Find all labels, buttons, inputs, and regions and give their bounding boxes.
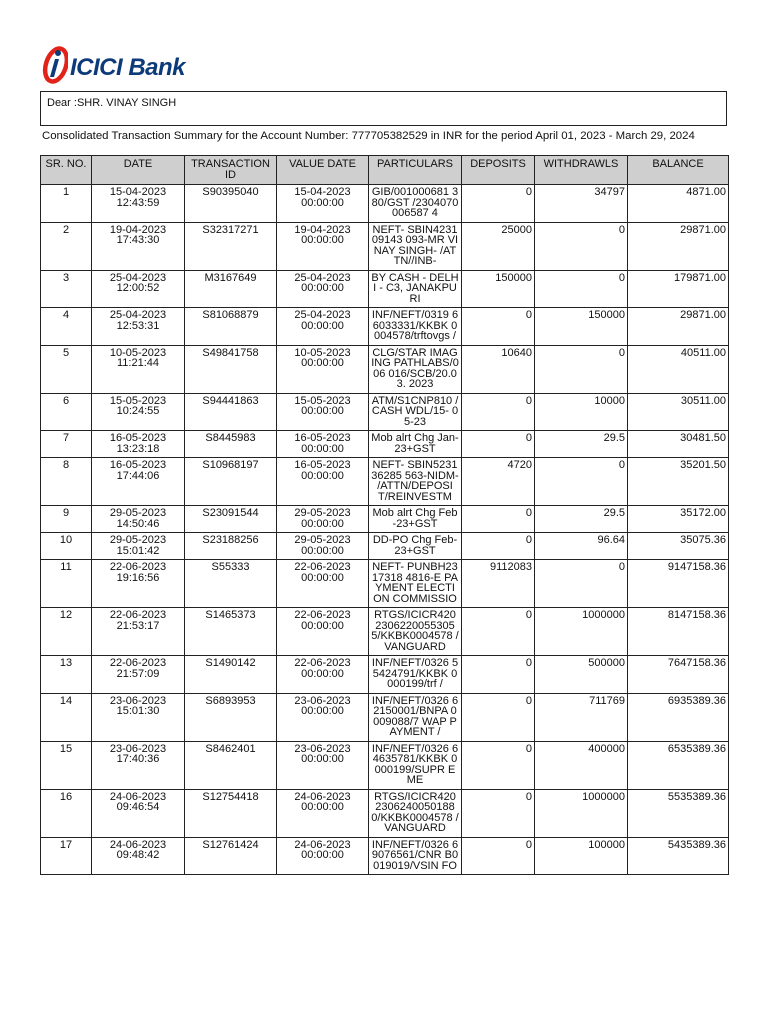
cell-particulars: NEFT- SBIN523136285 563-NIDM- /ATTN/DEPOSI T/REINVESTM	[369, 458, 462, 506]
cell-date-time: 17:43:30	[116, 234, 160, 246]
cell-value-date-time: 00:00:00	[301, 849, 344, 861]
cell-withdrawls: 0	[535, 222, 628, 270]
cell-date-time: 21:57:09	[116, 667, 160, 680]
cell-transaction-id: S1490142	[185, 656, 277, 694]
cell-value-date-day: 29-05-2023	[294, 534, 351, 546]
cell-withdrawls: 10000	[535, 393, 628, 431]
cell-value-date	[277, 837, 369, 875]
cell-withdrawls: 0	[535, 270, 628, 308]
cell-balance: 7647158.36	[628, 656, 729, 694]
cell-sr-no: 13	[41, 656, 92, 694]
cell-sr-no: 5	[41, 345, 92, 393]
cell-balance: 6535389.36	[628, 741, 729, 789]
cell-value-date-day: 25-04-2023	[294, 271, 351, 284]
cell-date	[92, 431, 185, 458]
table-row	[41, 608, 729, 656]
cell-date	[92, 693, 185, 741]
cell-particulars: CLG/STAR IMAGING PATHLABS/006 016/SCB/20.03. 2023	[369, 345, 462, 393]
cell-date-time: 09:48:42	[116, 849, 160, 861]
cell-date	[92, 506, 185, 533]
header-date: DATE	[92, 156, 185, 185]
cell-date-day: 10-05-2023	[109, 346, 167, 359]
cell-date-time: 14:50:46	[116, 517, 160, 530]
cell-date	[92, 608, 185, 656]
cell-particulars: INF/NEFT/0319 66033331/KKBK 0004578/trftovgs /	[369, 308, 462, 346]
cell-date-time: 12:00:52	[116, 282, 160, 294]
cell-value-date	[277, 270, 369, 308]
cell-deposits: 0	[462, 693, 535, 741]
cell-deposits: 0	[462, 837, 535, 875]
cell-date-day: 19-04-2023	[109, 223, 167, 236]
cell-withdrawls: 29.5	[535, 506, 628, 533]
cell-transaction-id: S6893953	[185, 693, 277, 741]
cell-deposits: 0	[462, 185, 535, 223]
cell-value-date	[277, 393, 369, 431]
header-deposits: DEPOSITS	[462, 156, 535, 185]
cell-withdrawls: 400000	[535, 741, 628, 789]
cell-balance: 30481.50	[628, 431, 729, 458]
header-balance: BALANCE	[628, 156, 729, 185]
transaction-table	[40, 155, 729, 875]
cell-deposits: 9112083	[462, 560, 535, 608]
table-row	[41, 560, 729, 608]
cell-sr-no: 7	[41, 431, 92, 458]
cell-transaction-id: S32317271	[185, 222, 277, 270]
cell-value-date-day: 25-04-2023	[294, 309, 351, 321]
cell-date-time: 17:44:06	[116, 469, 160, 482]
cell-transaction-id: S55333	[185, 560, 277, 608]
cell-deposits: 0	[462, 506, 535, 533]
cell-date-time: 15:01:42	[116, 544, 160, 557]
cell-date	[92, 308, 185, 346]
cell-date-day: 24-06-2023	[109, 838, 167, 851]
cell-withdrawls: 34797	[535, 185, 628, 223]
cell-value-date-day: 22-06-2023	[294, 657, 351, 669]
cell-deposits: 0	[462, 608, 535, 656]
cell-value-date-time: 00:00:00	[301, 319, 344, 332]
cell-date-day: 16-05-2023	[109, 459, 167, 471]
cell-date-day: 25-04-2023	[109, 309, 167, 321]
cell-withdrawls: 96.64	[535, 533, 628, 560]
table-row	[41, 837, 729, 875]
cell-value-date-time: 00:00:00	[301, 357, 344, 369]
cell-sr-no: 1	[41, 185, 92, 223]
cell-deposits: 0	[462, 431, 535, 458]
cell-withdrawls: 29.5	[535, 431, 628, 458]
cell-date-time: 11:21:44	[116, 357, 159, 369]
cell-sr-no: 15	[41, 741, 92, 789]
bank-name: ICICI Bank	[70, 54, 186, 81]
cell-value-date-time: 00:00:00	[301, 442, 344, 455]
cell-value-date-time: 00:00:00	[301, 517, 344, 530]
cell-balance: 30511.00	[628, 393, 729, 431]
cell-value-date	[277, 608, 369, 656]
cell-date-day: 29-05-2023	[109, 534, 167, 546]
cell-value-date	[277, 308, 369, 346]
cell-balance: 29871.00	[628, 308, 729, 346]
header-particulars: PARTICULARS	[369, 156, 462, 185]
cell-value-date-time: 00:00:00	[301, 469, 344, 482]
cell-deposits: 25000	[462, 222, 535, 270]
cell-value-date	[277, 560, 369, 608]
cell-withdrawls: 100000	[535, 837, 628, 875]
cell-balance: 9147158.36	[628, 560, 729, 608]
cell-particulars: RTGS/ICICR420 2306220055305 5/KKBK0004578 /VANGUARD	[369, 608, 462, 656]
cell-withdrawls: 500000	[535, 656, 628, 694]
cell-particulars: ATM/S1CNP810 /CASH WDL/15- 05-23	[369, 393, 462, 431]
cell-transaction-id: S90395040	[185, 185, 277, 223]
cell-sr-no: 6	[41, 393, 92, 431]
cell-balance: 6935389.36	[628, 693, 729, 741]
cell-deposits: 0	[462, 533, 535, 560]
cell-value-date	[277, 789, 369, 837]
cell-value-date-time: 00:00:00	[301, 705, 344, 717]
cell-withdrawls: 0	[535, 560, 628, 608]
cell-value-date-time: 00:00:00	[301, 753, 344, 765]
cell-balance: 5435389.36	[628, 837, 729, 875]
cell-date-day: 15-05-2023	[109, 394, 167, 407]
cell-transaction-id: S10968197	[185, 458, 277, 506]
cell-deposits: 4720	[462, 458, 535, 506]
table-row	[41, 741, 729, 789]
table-row	[41, 393, 729, 431]
cell-value-date	[277, 222, 369, 270]
header-sr-no: SR. NO.	[41, 156, 92, 185]
cell-value-date-day: 22-06-2023	[294, 561, 351, 573]
cell-withdrawls: 150000	[535, 308, 628, 346]
cell-deposits: 0	[462, 393, 535, 431]
header-transaction-id: TRANSACTION ID	[185, 156, 277, 185]
cell-particulars: Mob alrt Chg Jan-23+GST	[369, 431, 462, 458]
cell-sr-no: 16	[41, 789, 92, 837]
bank-logo	[42, 42, 185, 86]
cell-deposits: 0	[462, 656, 535, 694]
header-withdrawls: WITHDRAWLS	[535, 156, 628, 185]
cell-value-date-time: 00:00:00	[301, 405, 344, 417]
cell-value-date-time: 00:00:00	[301, 234, 344, 246]
cell-date-time: 17:40:36	[116, 753, 160, 765]
cell-value-date	[277, 345, 369, 393]
cell-deposits: 0	[462, 308, 535, 346]
cell-balance: 40511.00	[628, 345, 729, 393]
table-row	[41, 345, 729, 393]
cell-date	[92, 458, 185, 506]
cell-withdrawls: 1000000	[535, 608, 628, 656]
cell-date	[92, 185, 185, 223]
cell-date	[92, 741, 185, 789]
table-row	[41, 270, 729, 308]
cell-balance: 5535389.36	[628, 789, 729, 837]
cell-date-time: 21:53:17	[116, 619, 160, 632]
cell-value-date-day: 16-05-2023	[294, 459, 351, 471]
table-body	[41, 185, 729, 875]
cell-value-date	[277, 693, 369, 741]
cell-sr-no: 17	[41, 837, 92, 875]
cell-sr-no: 4	[41, 308, 92, 346]
cell-transaction-id: S1465373	[185, 608, 277, 656]
cell-value-date-day: 22-06-2023	[294, 609, 351, 621]
cell-transaction-id: S49841758	[185, 345, 277, 393]
table-row	[41, 506, 729, 533]
cell-balance: 35201.50	[628, 458, 729, 506]
cell-value-date	[277, 431, 369, 458]
cell-value-date	[277, 741, 369, 789]
cell-sr-no: 8	[41, 458, 92, 506]
cell-transaction-id: S23188256	[185, 533, 277, 560]
cell-balance: 179871.00	[628, 270, 729, 308]
cell-value-date	[277, 656, 369, 694]
cell-date-time: 09:46:54	[116, 801, 160, 813]
cell-particulars: NEFT- PUNBH2317318 4816-E PAYMENT ELECTION COMMISSIO	[369, 560, 462, 608]
cell-deposits: 0	[462, 789, 535, 837]
header-value-date: VALUE DATE	[277, 156, 369, 185]
cell-value-date-day: 16-05-2023	[294, 432, 351, 444]
cell-withdrawls: 711769	[535, 693, 628, 741]
cell-date-day: 22-06-2023	[109, 561, 167, 573]
cell-particulars: INF/NEFT/0326 64635781/KKBK 0000199/SUPR EME	[369, 741, 462, 789]
cell-date	[92, 560, 185, 608]
cell-date-time: 10:24:55	[116, 405, 160, 417]
cell-sr-no: 12	[41, 608, 92, 656]
cell-date-time: 15:01:30	[116, 705, 160, 717]
cell-deposits: 0	[462, 741, 535, 789]
cell-particulars: INF/NEFT/0326 55424791/KKBK 0000199/trf /	[369, 656, 462, 694]
cell-date	[92, 837, 185, 875]
cell-transaction-id: S12754418	[185, 789, 277, 837]
cell-particulars: GIB/001000681 380/GST /2304070006587 4	[369, 185, 462, 223]
cell-value-date-day: 10-05-2023	[294, 346, 351, 359]
greeting-box	[40, 91, 727, 126]
cell-date-time: 12:53:31	[116, 319, 160, 332]
table-row	[41, 222, 729, 270]
cell-sr-no: 9	[41, 506, 92, 533]
cell-particulars: BY CASH - DELHI - C3, JANAKPURI	[369, 270, 462, 308]
cell-sr-no: 3	[41, 270, 92, 308]
cell-particulars: NEFT- SBIN423109143 093-MR VINAY SINGH- /ATTN//INB-	[369, 222, 462, 270]
cell-sr-no: 10	[41, 533, 92, 560]
cell-transaction-id: S8462401	[185, 741, 277, 789]
table-row	[41, 308, 729, 346]
cell-value-date-day: 15-05-2023	[294, 394, 351, 407]
cell-particulars: RTGS/ICICR420 2306240050188 0/KKBK0004578 /VANGUARD	[369, 789, 462, 837]
cell-transaction-id: S12761424	[185, 837, 277, 875]
cell-deposits: 150000	[462, 270, 535, 308]
cell-value-date-day: 19-04-2023	[294, 223, 351, 236]
table-row	[41, 458, 729, 506]
cell-date-day: 23-06-2023	[109, 742, 167, 755]
cell-particulars: DD-PO Chg Feb-23+GST	[369, 533, 462, 560]
cell-value-date	[277, 533, 369, 560]
cell-value-date-time: 00:00:00	[301, 619, 344, 632]
cell-date-time: 19:16:56	[116, 571, 160, 584]
cell-date-day: 25-04-2023	[109, 271, 167, 284]
cell-value-date-time: 00:00:00	[301, 667, 344, 680]
cell-date	[92, 656, 185, 694]
cell-particulars: INF/NEFT/0326 62150001/BNPA 0009088/7 WAP PAYMENT /	[369, 693, 462, 741]
cell-date-day: 24-06-2023	[109, 790, 167, 803]
cell-date	[92, 393, 185, 431]
cell-balance: 29871.00	[628, 222, 729, 270]
cell-value-date-day: 29-05-2023	[294, 507, 351, 519]
cell-balance: 8147158.36	[628, 608, 729, 656]
cell-value-date	[277, 458, 369, 506]
cell-value-date-time: 00:00:00	[301, 571, 344, 584]
cell-value-date-time: 00:00:00	[301, 282, 344, 294]
cell-date	[92, 789, 185, 837]
table-row	[41, 693, 729, 741]
cell-withdrawls: 0	[535, 345, 628, 393]
cell-date-day: 22-06-2023	[109, 609, 167, 621]
cell-value-date	[277, 506, 369, 533]
cell-date	[92, 222, 185, 270]
cell-particulars: Mob alrt Chg Feb-23+GST	[369, 506, 462, 533]
cell-value-date-day: 15-04-2023	[294, 186, 351, 198]
cell-date-day: 29-05-2023	[109, 507, 167, 519]
cell-transaction-id: S23091544	[185, 506, 277, 533]
cell-balance: 35075.36	[628, 533, 729, 560]
cell-transaction-id: S8445983	[185, 431, 277, 458]
cell-sr-no: 11	[41, 560, 92, 608]
cell-date-time: 13:23:18	[116, 442, 160, 455]
cell-transaction-id: M3167649	[185, 270, 277, 308]
cell-particulars: INF/NEFT/0326 69076561/CNR B0019019/VSIN FO	[369, 837, 462, 875]
cell-date-day: 23-06-2023	[109, 694, 167, 707]
cell-date-day: 16-05-2023	[109, 432, 167, 444]
table-row	[41, 656, 729, 694]
cell-transaction-id: S81068879	[185, 308, 277, 346]
cell-transaction-id: S94441863	[185, 393, 277, 431]
cell-date	[92, 533, 185, 560]
cell-deposits: 10640	[462, 345, 535, 393]
cell-value-date-day: 23-06-2023	[294, 694, 351, 707]
cell-value-date-day: 24-06-2023	[294, 838, 351, 851]
cell-balance: 35172.00	[628, 506, 729, 533]
table-row	[41, 789, 729, 837]
greeting-text: Dear :SHR. VINAY SINGH	[47, 97, 177, 109]
table-row	[41, 185, 729, 223]
table-row	[41, 533, 729, 560]
cell-sr-no: 2	[41, 222, 92, 270]
cell-sr-no: 14	[41, 693, 92, 741]
cell-value-date-time: 00:00:00	[301, 196, 344, 209]
cell-withdrawls: 0	[535, 458, 628, 506]
cell-date-day: 15-04-2023	[109, 186, 167, 198]
cell-value-date-time: 00:00:00	[301, 544, 344, 557]
table-row	[41, 431, 729, 458]
cell-balance: 4871.00	[628, 185, 729, 223]
cell-value-date-day: 24-06-2023	[294, 790, 351, 803]
summary-text: Consolidated Transaction Summary for the Account Number: 777705382529 in INR for the period April 01, 2023 - March 29, 2024	[42, 130, 695, 142]
cell-date-time: 12:43:59	[116, 196, 160, 209]
icici-logo-icon	[42, 44, 68, 84]
cell-value-date-day: 23-06-2023	[294, 742, 351, 755]
cell-date	[92, 345, 185, 393]
table-header-row	[41, 156, 729, 185]
cell-date-day: 22-06-2023	[109, 657, 167, 669]
cell-value-date-time: 00:00:00	[301, 801, 344, 813]
cell-withdrawls: 1000000	[535, 789, 628, 837]
cell-date	[92, 270, 185, 308]
cell-value-date	[277, 185, 369, 223]
